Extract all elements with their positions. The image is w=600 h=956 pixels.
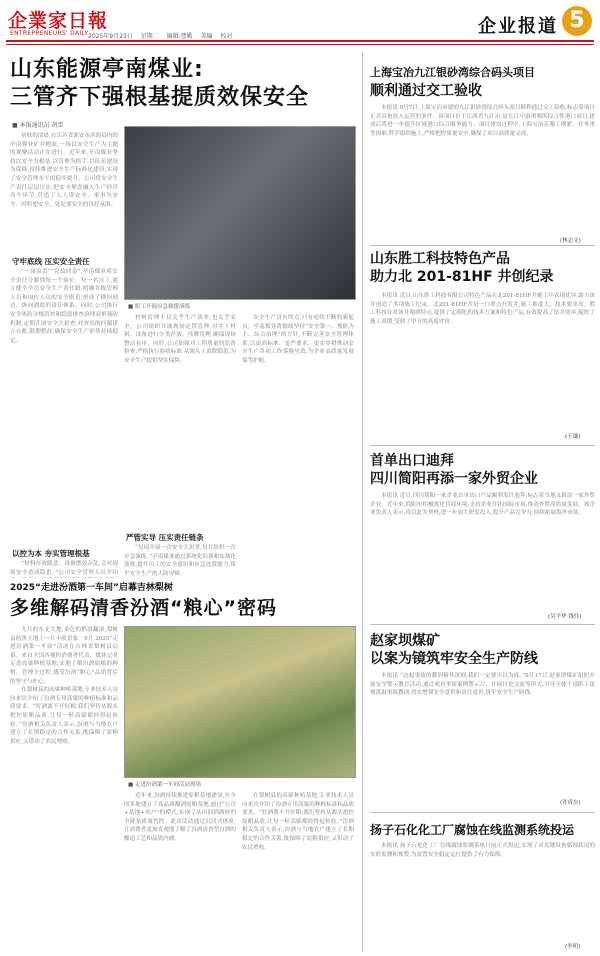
second-body-col2 xyxy=(124,792,236,952)
masthead-rule-thin xyxy=(6,44,594,45)
lead-paragraph: “材料存放随意、设备摆放杂乱,会对现场安全造成隐患。”公司安全管理人员介绍 xyxy=(10,561,118,576)
lead-byline: ■ 本报通讯员 胡雪 xyxy=(12,122,64,129)
column-divider xyxy=(362,52,363,952)
lead-paragraph: 安全生产没有终点,只有连续不断的新起点。亭南煤业将继续坚持“安全第一、预防为主、综合治理”的方针,不断完善安全管理体系,以更高标准、更严要求、更实举措推动安全生产各项工作落地见效,为企业高质量发展保驾护航。 xyxy=(242,315,354,364)
right2-paragraph: 本报讯 近日,山东胜工科技有限公司特色产品在北201-81HF井施工中表现优异,助力该井创造了多项施工纪录。北201-81HF井是一口重点开发井,施工难度大、技术要求高。胜工科技针对该井地质特点,提供了定制化的技术方案和特色产品,有效提高了钻井效率,缩短了施工周期,受到了甲方的高度评价。 xyxy=(370,293,595,325)
second-paragraph: 近年来,汾酒持续推进原粮基地建设,在全国多地建立了高品质酿酒原粮基地,通过“公司+基地+农户”的模式,实现了从田间到酒杯的全链条质量管控。此次活动通过沉浸式体验,让消费者更加直观地了解了汾酒清香型白酒的酿造工艺和品质内涵。 xyxy=(124,793,236,842)
right2-headline-line2: 助力北 201-81HF 井创纪录 xyxy=(370,269,554,285)
right1-headline-line1: 上海宝冶九江银砂湾综合码头项目 xyxy=(370,66,535,79)
right3-author: (吴平华 钱佳) xyxy=(548,614,582,620)
right3-body xyxy=(370,492,595,608)
right2-headline-line1: 山东胜工科技特色产品 xyxy=(370,251,510,267)
issue-date: 2025年9月23日 xyxy=(88,33,133,40)
section-divider xyxy=(370,812,595,813)
section-divider xyxy=(370,245,595,246)
right4-paragraph: 本报讯 “这起事故的教训极其深刻,我们一定要引以为戒。”9月17日,赵家坝煤矿组织开展安全警示教育活动,通过观看事故案例警示片、开展讨论交流等形式,引导全体干部职工深刻汲取事故教训,切实增强安全意识和责任意识,筑牢安全生产防线。 xyxy=(370,673,595,697)
lead-body-col1b xyxy=(10,268,118,540)
right5-body xyxy=(370,842,595,946)
lead-headline xyxy=(10,56,355,112)
lead-headline-line2: 三管齐下强根基提质效保安全 xyxy=(10,85,310,110)
right5-author: (李明) xyxy=(565,944,581,950)
issue-meta xyxy=(88,31,239,40)
second-headline: 多维解码清香汾酒“粮心”密码 xyxy=(10,597,277,619)
section-divider xyxy=(370,445,595,446)
lead-paragraph: 初秋的清晨,在江苏省淮安市滨海县内的亭南煤业矿井地面,一场以安全生产为主题的观摩活动正在进行。近年来,亭南煤业坚持以安全为根基,以管理为抓手,以队伍建设为保障,持续推进安全生产标准化建设,实现了安全管理水平的稳步提升。公司将安全生产责任层层压实,把安全理念融入生产经营各个环节,营造了人人讲安全、事事为安全、时时想安全、处处要安全的良好氛围。 xyxy=(10,133,118,208)
section-divider xyxy=(370,624,595,625)
lead-subhead-2: 以控为本 夯实管理根基 xyxy=(12,549,90,558)
right3-headline xyxy=(370,452,595,488)
lead-paragraph: 材料管理不仅关乎生产效率,也关乎安全。公司组织开展现场定置管理,对井下材料、设备进行分类存放、挂牌管理,确保现场整洁有序。同时,公司加强对工程质量的监督检查,严格执行验收标准,从源头上消除隐患,为安全生产提供坚实保障。 xyxy=(124,315,236,364)
right1-author: (林志文) xyxy=(560,238,581,244)
newspaper-logo: 企業家日報 xyxy=(8,10,109,32)
right1-body xyxy=(370,104,595,234)
masthead-rule xyxy=(6,40,594,42)
lead-body-col2b xyxy=(124,544,236,578)
issue-designer: 美编 xyxy=(200,33,213,40)
right4-headline-line2: 以案为镜筑牢安全生产防线 xyxy=(370,651,538,667)
right3-paragraph: 本报讯 近日,四川简阳一家企业首单出口产品顺利发往迪拜,标志着当地又新添一家外贸企业。近年来,简阳市积极优化营商环境,支持企业开拓国际市场,推动外贸高质量发展。该企业负责人表示,将以此为契机,进一步加大研发投入,提升产品竞争力,持续拓展海外市场。 xyxy=(370,493,595,517)
second-kicker: 2025“走进汾酒第一车间”启幕吉林梨树 xyxy=(10,583,173,593)
right3-headline-line1: 首单出口迪拜 xyxy=(370,453,454,469)
right2-body xyxy=(370,292,595,422)
lead-photo-caption: ■ 职工开展应急救援演练 xyxy=(128,304,190,310)
right2-headline xyxy=(370,250,595,286)
photo-image xyxy=(125,127,355,299)
right5-paragraph: 本报讯 扬子石化化工厂在线腐蚀监测系统日前正式投运,实现了对关键设备腐蚀状况的实时监测和预警,为装置安全稳定运行提供了有力保障。 xyxy=(370,843,595,858)
lead-headline-line1: 山东能源亭南煤业: xyxy=(10,57,204,82)
lead-body-col1c xyxy=(10,560,118,578)
newspaper-logo-en: ENTREPRENEURS' DAILY xyxy=(10,30,89,37)
second-paragraph: 九月的东北大地,金色的稻浪翻滚,梨树县的黑土地上一片丰收景象。9月,2025“走进汾酒第一车间”活动在吉林省梨树县启幕。来自全国各地的消费者代表、媒体记者走进高粱种植基地,实地了解汾酒原粮的种植、管理全过程,感受汾酒“粮心”品质背后的坚守与匠心。 xyxy=(10,627,118,685)
right1-headline-line2: 顺利通过交工验收 xyxy=(370,83,482,99)
lead-subhead-3: 严管实导 压实责任链条 xyxy=(126,533,204,542)
right1-headline xyxy=(370,64,595,100)
second-paragraph: 在梨树县的高粱种植基地,专业技术人员向来宾介绍了汾酒专用高粱的种植标准和品质要求。“好酒离不开好粮,我们坚持从源头把控原粮品质,让每一粒高粱都经得起检验。”汾酒相关负责人表示,汾酒与当地农户建立了长期稳定的合作关系,既保障了原粮供应,又带动了农民增收。 xyxy=(10,687,118,745)
second-paragraph: 在梨树县的高粱种植基地,专业技术人员向来宾介绍了汾酒专用高粱的种植标准和品质要求。“好酒离不开好粮,我们坚持从源头把控原粮品质,让每一粒高粱都经得起检验。”汾酒相关负责人表示,汾酒与当地农户建立了长期稳定的合作关系,既保障了原粮供应,又带动了农民增收。 xyxy=(242,793,354,851)
right4-headline-line1: 赵家坝煤矿 xyxy=(370,633,440,649)
second-body-col1 xyxy=(10,626,118,952)
lead-body-col3 xyxy=(242,314,354,578)
lead-paragraph: “一岗双责”“党政同责”,亭南煤业将安全责任分解到每一个岗位、每一名员工,建立健全全员安全生产责任制,明确各级管理人员和岗位人员的安全职责,形成了横向到边、纵向到底的责任体系。同时,公司推行安全风险分级管控和隐患排查治理双重预防机制,定期开展安全大检查,对查出的问题建立台账,限期整改,确保安全生产形势持续稳定。 xyxy=(10,269,118,344)
lead-body-col2 xyxy=(124,314,236,528)
section-title: 企业报道 xyxy=(478,16,558,37)
issue-weekday: 星期二 xyxy=(140,33,159,40)
second-body-col3 xyxy=(242,792,354,952)
issue-proof: 校对 xyxy=(220,33,233,40)
second-photo xyxy=(124,626,356,778)
page-number: 5 xyxy=(562,6,592,36)
right4-headline xyxy=(370,632,595,668)
right4-author: (许成东) xyxy=(560,800,581,806)
lead-photo xyxy=(124,126,356,300)
right5-headline: 扬子石化化工厂腐蚀在线监测系统投运 xyxy=(370,823,575,837)
second-photo-caption: ■ 走进汾酒第一车间活动现场 xyxy=(128,782,201,788)
right2-author: (于谦) xyxy=(565,434,581,440)
lead-paragraph: “每周开展一次安全大讲堂,每月组织一次应急演练。”亭南煤业通过系统化培训和实战化演练,提升员工的安全意识和应急处置能力,筑牢安全生产的人防屏障。 xyxy=(124,545,236,577)
issue-editor: 编辑:曹勤 xyxy=(166,33,193,40)
right3-headline-line2: 四川简阳再添一家外贸企业 xyxy=(370,471,538,487)
lead-body-col1 xyxy=(10,132,118,250)
lead-subhead-1: 守牢底线 压实安全责任 xyxy=(12,257,90,266)
right1-paragraph: 本报讯 9月7日,上海宝冶承建的九江银砂湾综合码头项目顺利通过交工验收,标志着项目正式具备投入运营的条件。该项目位于江西省九江市,是长江中游重要的综合性港口项目,建成后将进一步提升区域港口综合服务能力。项目建设过程中,上海宝冶克服工期紧、任务重等困难,科学组织施工,严格把控质量安全,确保了项目高质量完成。 xyxy=(370,105,595,137)
right4-body xyxy=(370,672,595,792)
